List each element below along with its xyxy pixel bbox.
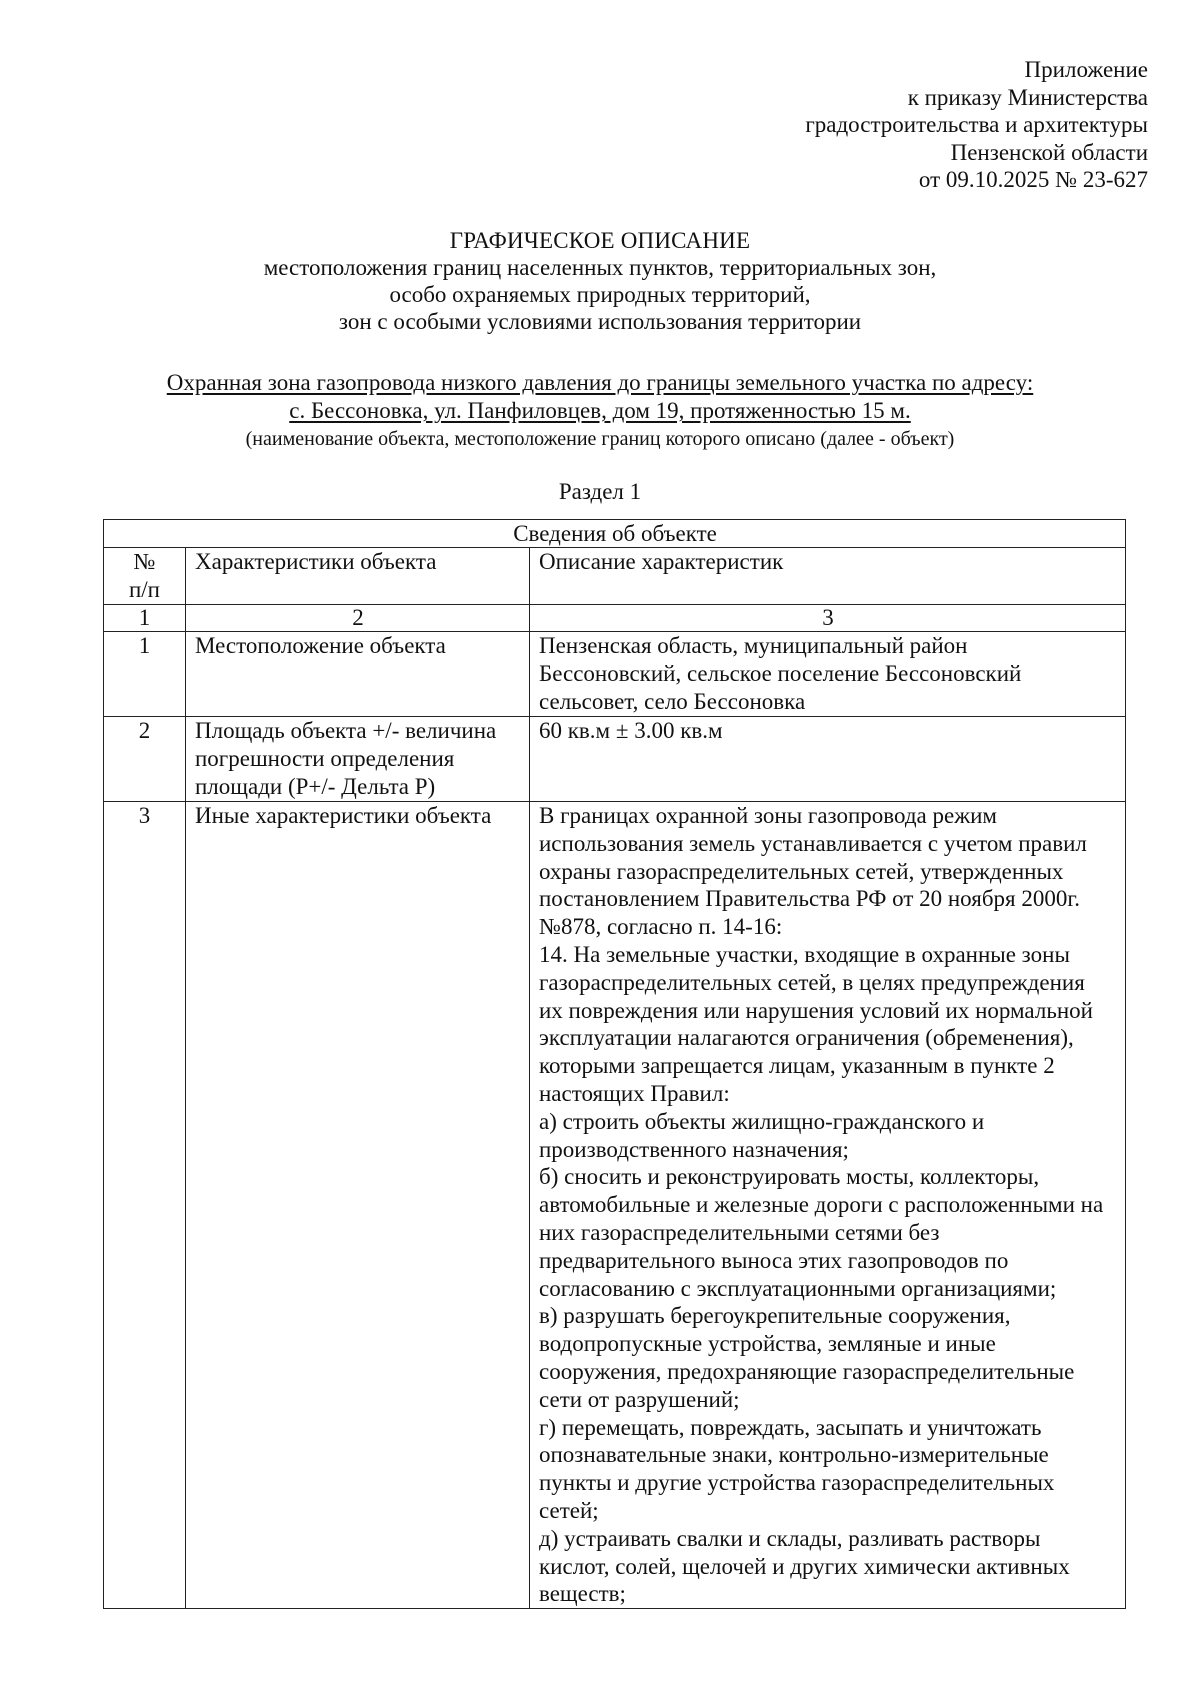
header-characteristic: Характеристики объекта [186,548,530,605]
column-index: 2 [186,605,530,632]
document-subtitle-line: зон с особыми условиями использования территории [338,309,862,334]
object-name-line: Охранная зона газопровода низкого давления до границы земельного участка по адресу: [166,370,1034,395]
description-line: предварительного выноса этих газопроводов по [539,1247,1009,1273]
document-heading [0,227,1200,335]
description-line: б) сносить и реконструировать мосты, коллекторы, [539,1164,1040,1190]
table-index-row [104,605,1126,632]
appendix-block [648,56,1148,194]
description-line: г) перемещать, повреждать, засыпать и уничтожать [539,1414,1042,1440]
description-line: в) разрушать берегоукрепительные сооружения, [539,1303,1011,1329]
description-line: постановлением Правительства РФ от 20 ноября 2000г. [539,886,1080,912]
section-title: Раздел 1 [558,479,642,504]
row-num: 3 [104,802,186,1609]
table-header-row [104,548,1126,605]
description-line: газораспределительных сетей, в целях предупреждения [539,969,1085,995]
appendix-line: к приказу Министерства [907,84,1148,110]
header-num: № п/п [104,548,186,605]
appendix-line: от 09.10.2025 № 23-627 [918,167,1148,192]
object-name-line: с. Бессоновка, ул. Панфиловцев, дом 19, протяженностью 15 м. [289,398,911,423]
description-line: которыми запрещается лицам, указанным в пункте 2 [539,1053,1055,1079]
table-row [104,632,1126,717]
table-row [104,802,1126,1609]
description-line: использования земель устанавливается с учетом правил [539,830,1087,856]
description-line: эксплуатации налагаются ограничения (обременения), [539,1025,1074,1051]
object-caption: (наименование объекта, местоположение границ которого описано (далее - объект) [245,428,955,450]
object-name-block [0,369,1200,452]
description-line: автомобильные и железные дороги с расположенными на [539,1192,1104,1218]
characteristic-line: площади (Р+/- Дельта Р) [195,773,436,799]
document-title: ГРАФИЧЕСКОЕ ОПИСАНИЕ [449,228,751,253]
description-line: их повреждения или нарушения условий их нормальной [539,997,1093,1023]
description-line: 60 кв.м ± 3.00 кв.м [539,718,723,743]
description-line: веществ; [539,1581,626,1607]
description-line: 14. На земельные участки, входящие в охранные зоны [539,941,1070,967]
description-line: а) строить объекты жилищно-гражданского и [539,1108,985,1134]
header-description: Описание характеристик [530,548,1126,605]
table-row [104,717,1126,802]
row-characteristic [186,717,530,802]
description-line: №878, согласно п. 14-16: [539,914,783,940]
row-num: 1 [104,632,186,717]
description-line: согласованию с эксплуатационными организациями; [539,1275,1057,1301]
description-line: производственного назначения; [539,1136,849,1162]
characteristic-line: Площадь объекта +/- величина [195,718,497,743]
description-line: Бессоновский, сельское поселение Бессоновский [539,660,1022,686]
characteristic-line: погрешности определения [195,745,455,771]
row-description [530,802,1126,1609]
row-description [530,632,1126,717]
row-description [530,717,1126,802]
row-num: 2 [104,717,186,802]
table-caption: Сведения об объекте [104,520,1126,548]
column-index: 1 [104,605,186,632]
description-line: В границах охранной зоны газопровода режим [539,803,997,828]
appendix-line: Приложение [1024,57,1148,82]
appendix-line: Пензенской области [950,139,1148,165]
description-line: сети от разрушений; [539,1386,740,1412]
description-line: охраны газораспределительных сетей, утвержденных [539,858,1064,884]
column-index: 3 [530,605,1126,632]
row-characteristic: Местоположение объекта [186,632,530,717]
table-caption-row [104,520,1126,548]
description-line: них газораспределительными сетями без [539,1219,940,1245]
description-line: настоящих Правил: [539,1080,730,1106]
description-line: пункты и другие устройства газораспределительных [539,1470,1055,1496]
document-subtitle-line: особо охраняемых природных территорий, [389,282,811,307]
description-line: опознавательные знаки, контрольно-измерительные [539,1442,1049,1468]
description-line: кислот, солей, щелочей и других химически активных [539,1553,1070,1579]
description-line: Пензенская область, муниципальный район [539,633,968,658]
description-line: сетей; [539,1497,599,1523]
description-line: сооружения, предохраняющие газораспределительные [539,1358,1075,1384]
document-subtitle-line: местоположения границ населенных пунктов, территориальных зон, [263,255,937,280]
description-line: д) устраивать свалки и склады, разливать растворы [539,1525,1041,1551]
object-info-table [103,519,1126,1609]
description-line: сельсовет, село Бессоновка [539,688,806,714]
row-characteristic: Иные характеристики объекта [186,802,530,1609]
appendix-line: градостроительства и архитектуры [805,112,1148,137]
description-line: водопропускные устройства, земляные и иные [539,1331,996,1357]
